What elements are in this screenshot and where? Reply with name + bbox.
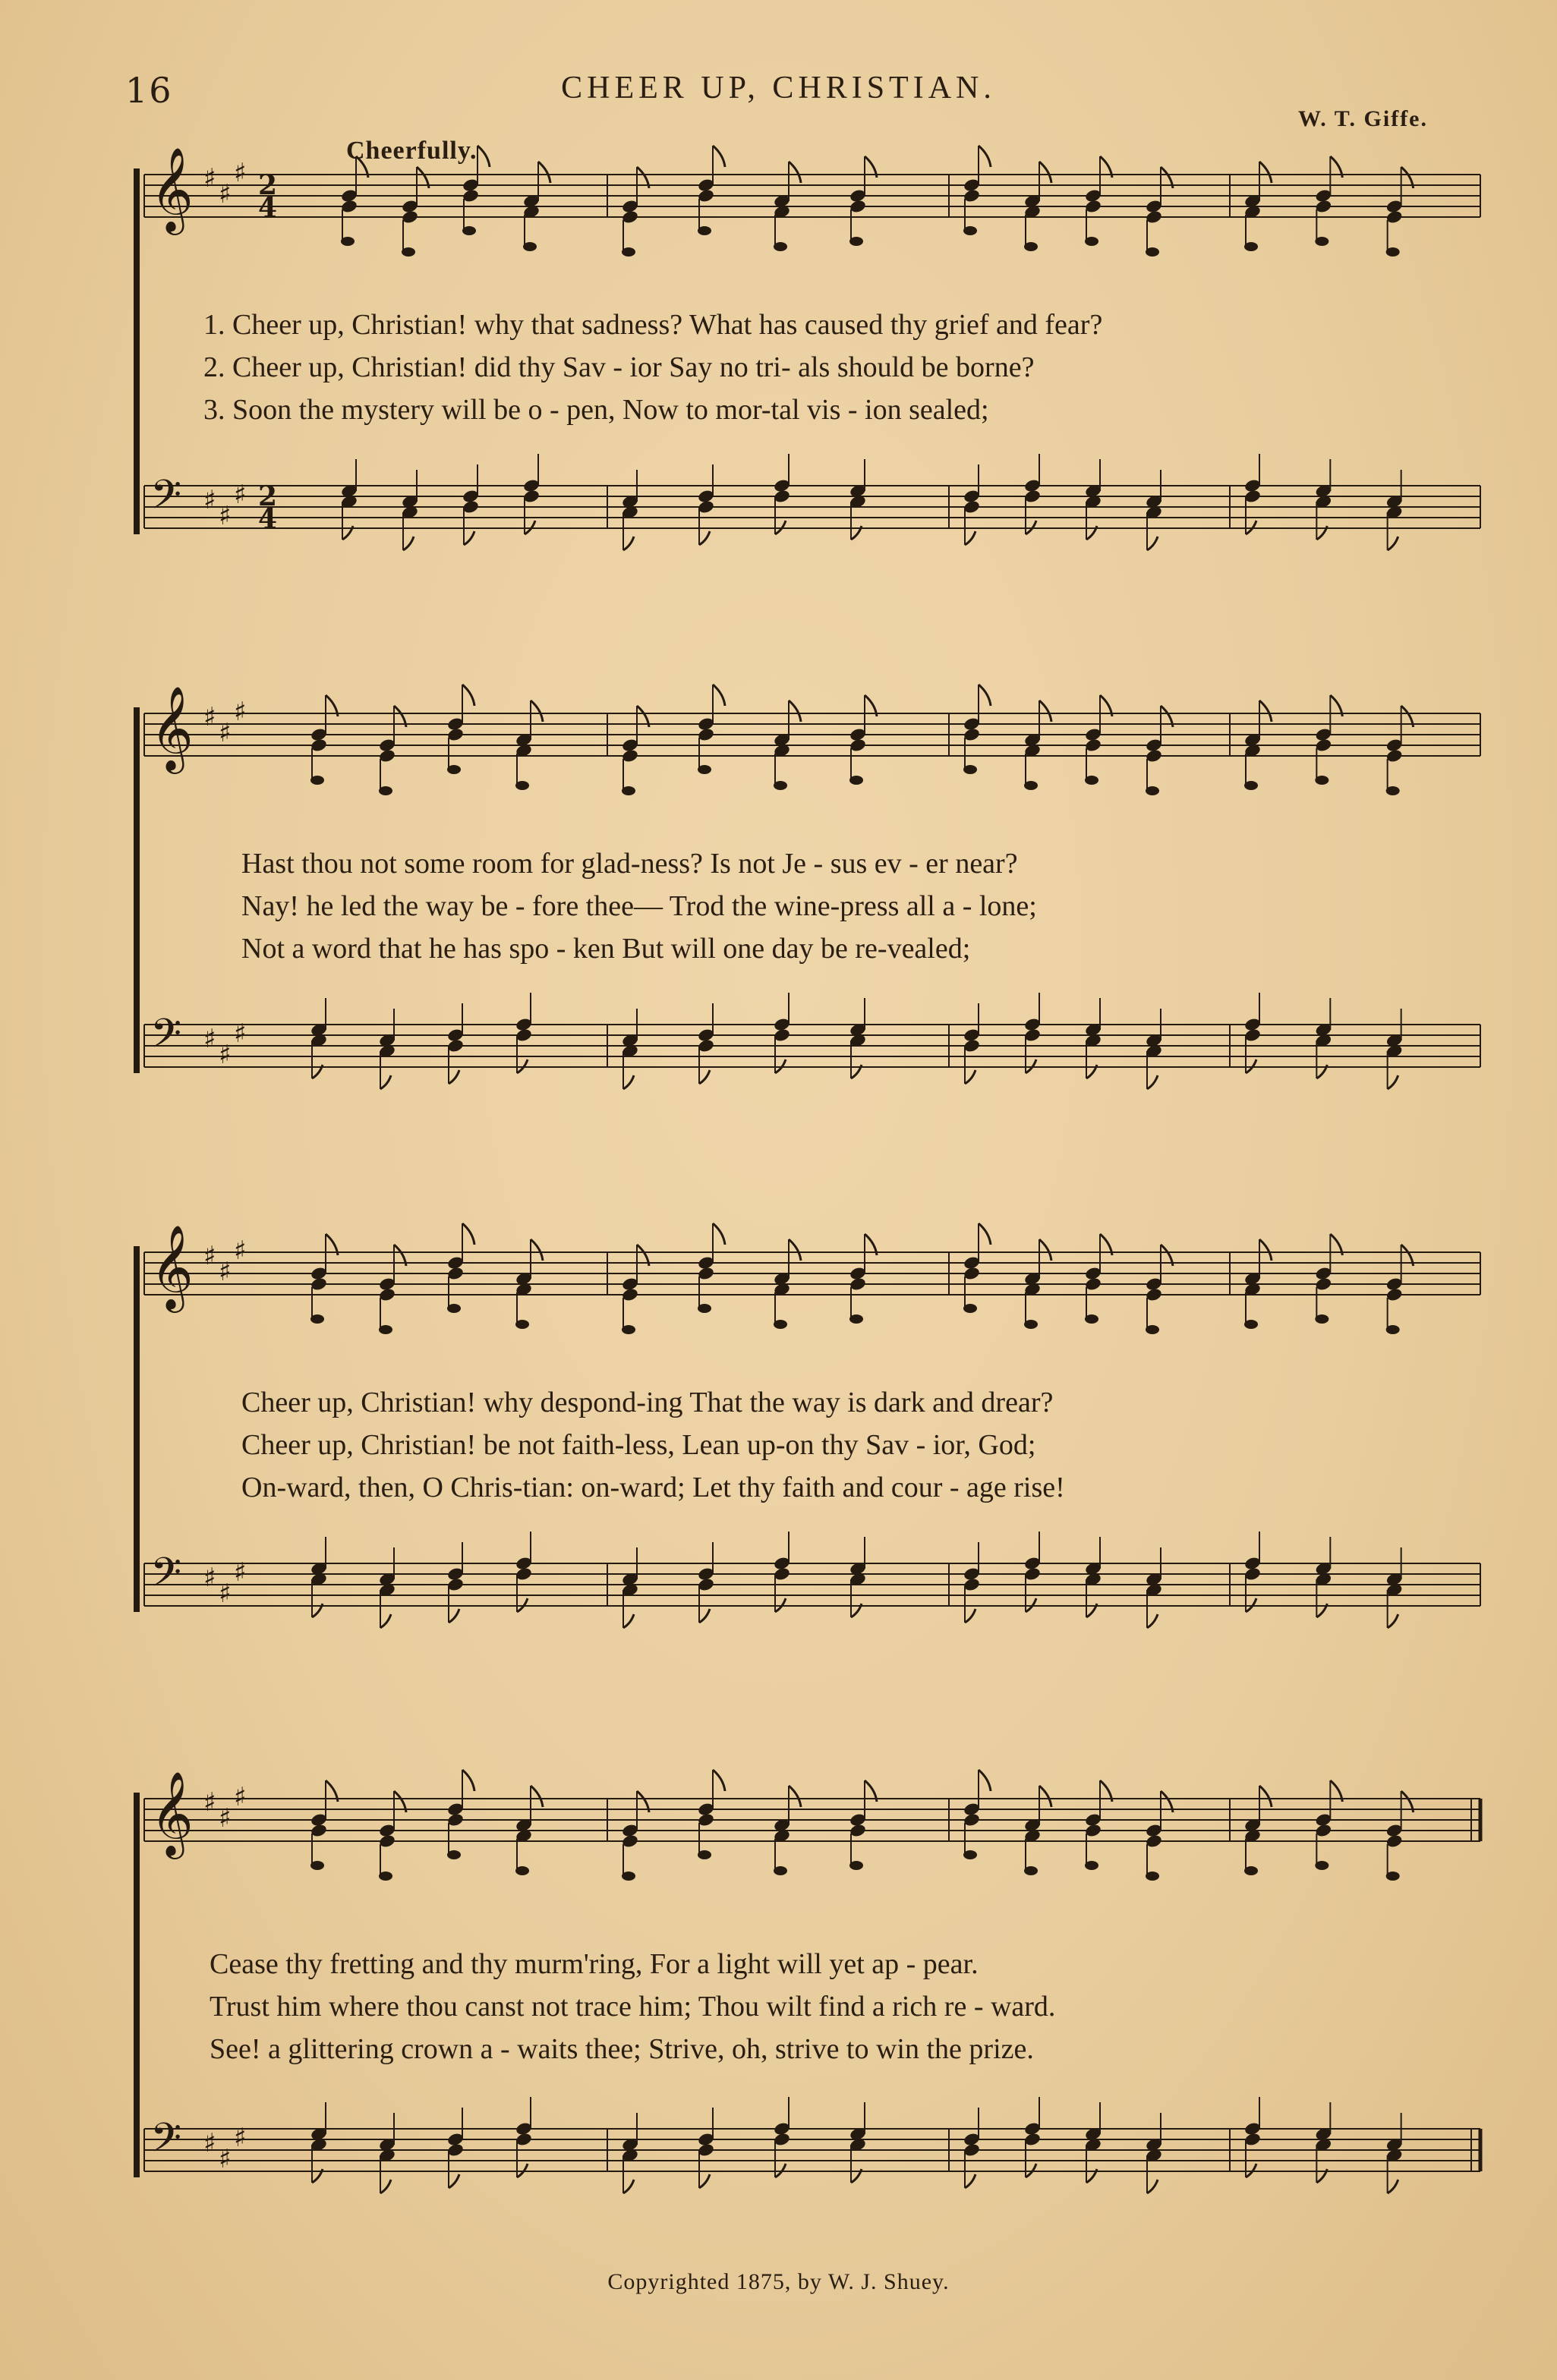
note-chord [621,1245,649,1334]
composer-credit: W. T. Giffe. [1298,106,1428,131]
sharp-icon: ♯ [219,1257,232,1287]
sharp-icon: ♯ [234,480,247,510]
treble-clef-icon: 𝄞 [150,146,194,231]
bass-staff [144,993,1480,1089]
note-chord [697,1003,715,1084]
lyric-verse-2: Nay! he led the way be - fore thee— Trod the wine-press all a - lone; [241,890,1037,922]
note-chord [963,1223,991,1313]
sharp-icon: ♯ [234,2123,247,2153]
note-chord [515,993,533,1073]
sharp-icon: ♯ [203,1241,216,1271]
note-chord [621,1547,639,1628]
note-chord [697,1542,715,1623]
bass-staff [144,454,1480,550]
note-chord [773,454,791,534]
note-chord [446,1770,474,1859]
time-signature-top: 2 [258,480,278,512]
note-chord [340,156,368,246]
note-chord [378,2113,396,2193]
note-chord [1145,470,1163,550]
sharp-icon: ♯ [219,1579,232,1609]
note-chord [522,454,541,534]
note-chord [1385,470,1404,550]
note-chord [1385,1245,1414,1334]
note-chord [1023,454,1042,534]
note-chord [401,167,429,257]
note-chord [621,167,649,257]
note-chord [378,1009,396,1089]
music-system-4 [0,1768,1557,2254]
sharp-icon: ♯ [219,1040,232,1070]
treble-staff [144,1770,1480,1881]
note-chord [697,685,725,774]
note-chord [773,993,791,1073]
note-chord [1145,1245,1173,1334]
treble-clef-icon: 𝄞 [150,685,194,770]
sharp-icon: ♯ [234,1782,247,1812]
note-chord [1315,695,1343,785]
note-chord [1145,1009,1163,1089]
note-chord [1023,1532,1042,1612]
note-chord [1243,2097,1262,2177]
sharp-icon: ♯ [219,718,232,748]
lyric-verse-2: 2. Cheer up, Christian! did thy Sav - ior Say no tri- als should be borne? [203,351,1035,383]
sharp-icon: ♯ [234,158,247,188]
sharp-icon: ♯ [203,163,216,194]
note-chord [621,470,639,550]
music-system-3 [0,1222,1557,1692]
note-chord [1243,1532,1262,1612]
sharp-icon: ♯ [219,501,232,531]
note-chord [1315,1234,1343,1324]
page-number: 16 [125,70,173,111]
sharp-icon: ♯ [234,1236,247,1266]
note-chord [378,1791,406,1881]
note-chord [1385,1547,1404,1628]
treble-clef-icon: 𝄞 [150,1771,194,1856]
note-chord [515,2097,533,2177]
note-chord [446,685,474,774]
lyric-verse-2: Trust him where thou canst not trace him; Thou wilt find a rich re - ward. [210,1991,1056,2023]
note-chord [446,2108,465,2188]
sharp-icon: ♯ [203,1787,216,1818]
note-chord [1084,695,1112,785]
music-system-2 [0,683,1557,1154]
lyrics-block [241,1381,1524,1509]
note-chord [1385,167,1414,257]
copyright-notice: Copyrighted 1875, by W. J. Shuey. [607,2269,950,2294]
note-chord [963,2108,981,2188]
note-chord [697,2108,715,2188]
note-chord [462,464,480,545]
note-chord [849,1234,877,1324]
bass-clef-icon: 𝄢 [150,2115,182,2171]
note-chord [378,1547,396,1628]
note-chord [1145,1791,1173,1881]
note-chord [697,464,715,545]
note-chord [963,685,991,774]
lyric-verse-3: Not a word that he has spo - ken But will one day be re-vealed; [241,933,971,965]
lyrics-block [203,304,1486,431]
note-chord [963,146,991,235]
treble-clef-icon: 𝄞 [150,1224,194,1309]
note-chord [697,1223,725,1313]
note-chord [849,156,877,246]
note-chord [1385,1009,1404,1089]
note-chord [1315,1780,1343,1870]
note-chord [1145,706,1173,795]
note-chord [462,146,490,235]
lyric-verse-1: 1. Cheer up, Christian! why that sadness? What has caused thy grief and fear? [203,309,1103,341]
note-chord [1243,454,1262,534]
note-chord [378,1245,406,1334]
note-chord [1084,156,1112,246]
sharp-icon: ♯ [203,1024,216,1054]
treble-staff [144,146,1480,257]
sharp-icon: ♯ [234,697,247,727]
sharp-icon: ♯ [219,179,232,209]
note-chord [1243,993,1262,1073]
time-signature-bottom: 4 [258,503,278,535]
note-chord [963,1542,981,1623]
note-chord [1145,167,1173,257]
hymn-title: CHEER UP, CHRISTIAN. [561,71,996,105]
lyric-verse-1: Cease thy fretting and thy murm'ring, For a light will yet ap - pear. [210,1948,979,1980]
sharp-icon: ♯ [219,2144,232,2174]
note-chord [1385,2113,1404,2193]
note-chord [1385,1791,1414,1881]
sharp-icon: ♯ [234,1557,247,1588]
note-chord [849,1780,877,1870]
sharp-icon: ♯ [203,485,216,515]
lyrics-block [210,1943,1492,2070]
sharp-icon: ♯ [203,1563,216,1593]
note-chord [963,1770,991,1859]
tempo-marking: Cheerfully. [346,137,478,165]
lyric-verse-1: Cheer up, Christian! why despond-ing That the way is dark and drear? [241,1387,1054,1418]
note-chord [621,2113,639,2193]
note-chord [446,1223,474,1313]
bass-staff [144,1532,1480,1628]
sharp-icon: ♯ [219,1803,232,1834]
note-chord [621,1791,649,1881]
note-chord [621,706,649,795]
time-signature-bottom: 4 [258,192,278,224]
bass-clef-icon: 𝄢 [150,1011,182,1067]
note-chord [697,1770,725,1859]
bass-clef-icon: 𝄢 [150,1550,182,1606]
lyric-verse-1: Hast thou not some room for glad-ness? Is not Je - sus ev - er near? [241,848,1018,880]
note-chord [401,470,419,550]
treble-staff [144,1223,1480,1334]
time-signature-top: 2 [258,169,278,201]
note-chord [1145,2113,1163,2193]
note-chord [1084,1780,1112,1870]
note-chord [1023,993,1042,1073]
note-chord [1084,1234,1112,1324]
treble-staff [144,685,1480,795]
note-chord [446,1003,465,1084]
lyric-verse-3: 3. Soon the mystery will be o - pen, Now to mor-tal vis - ion sealed; [203,394,989,426]
note-chord [515,1532,533,1612]
sharp-icon: ♯ [203,702,216,732]
bass-staff [144,2097,1480,2193]
note-chord [378,706,406,795]
note-chord [773,2097,791,2177]
note-chord [310,695,338,785]
note-chord [1315,156,1343,246]
lyrics-block [241,842,1524,970]
note-chord [963,464,981,545]
note-chord [310,1234,338,1324]
note-chord [849,695,877,785]
note-chord [1385,706,1414,795]
note-chord [1023,2097,1042,2177]
note-chord [697,146,725,235]
lyric-verse-2: Cheer up, Christian! be not faith-less, Lean up-on thy Sav - ior, God; [241,1429,1036,1461]
music-system-1 [0,144,1557,615]
lyric-verse-3: On-ward, then, O Chris-tian: on-ward; Let thy faith and cour - age rise! [241,1472,1065,1503]
note-chord [621,1009,639,1089]
note-chord [773,1532,791,1612]
note-chord [963,1003,981,1084]
lyric-verse-3: See! a glittering crown a - waits thee; Strive, oh, strive to win the prize. [210,2033,1034,2065]
bass-clef-icon: 𝄢 [150,472,182,528]
note-chord [310,1780,338,1870]
note-chord [446,1542,465,1623]
sharp-icon: ♯ [234,1018,247,1049]
note-chord [1145,1547,1163,1628]
sharp-icon: ♯ [203,2128,216,2158]
